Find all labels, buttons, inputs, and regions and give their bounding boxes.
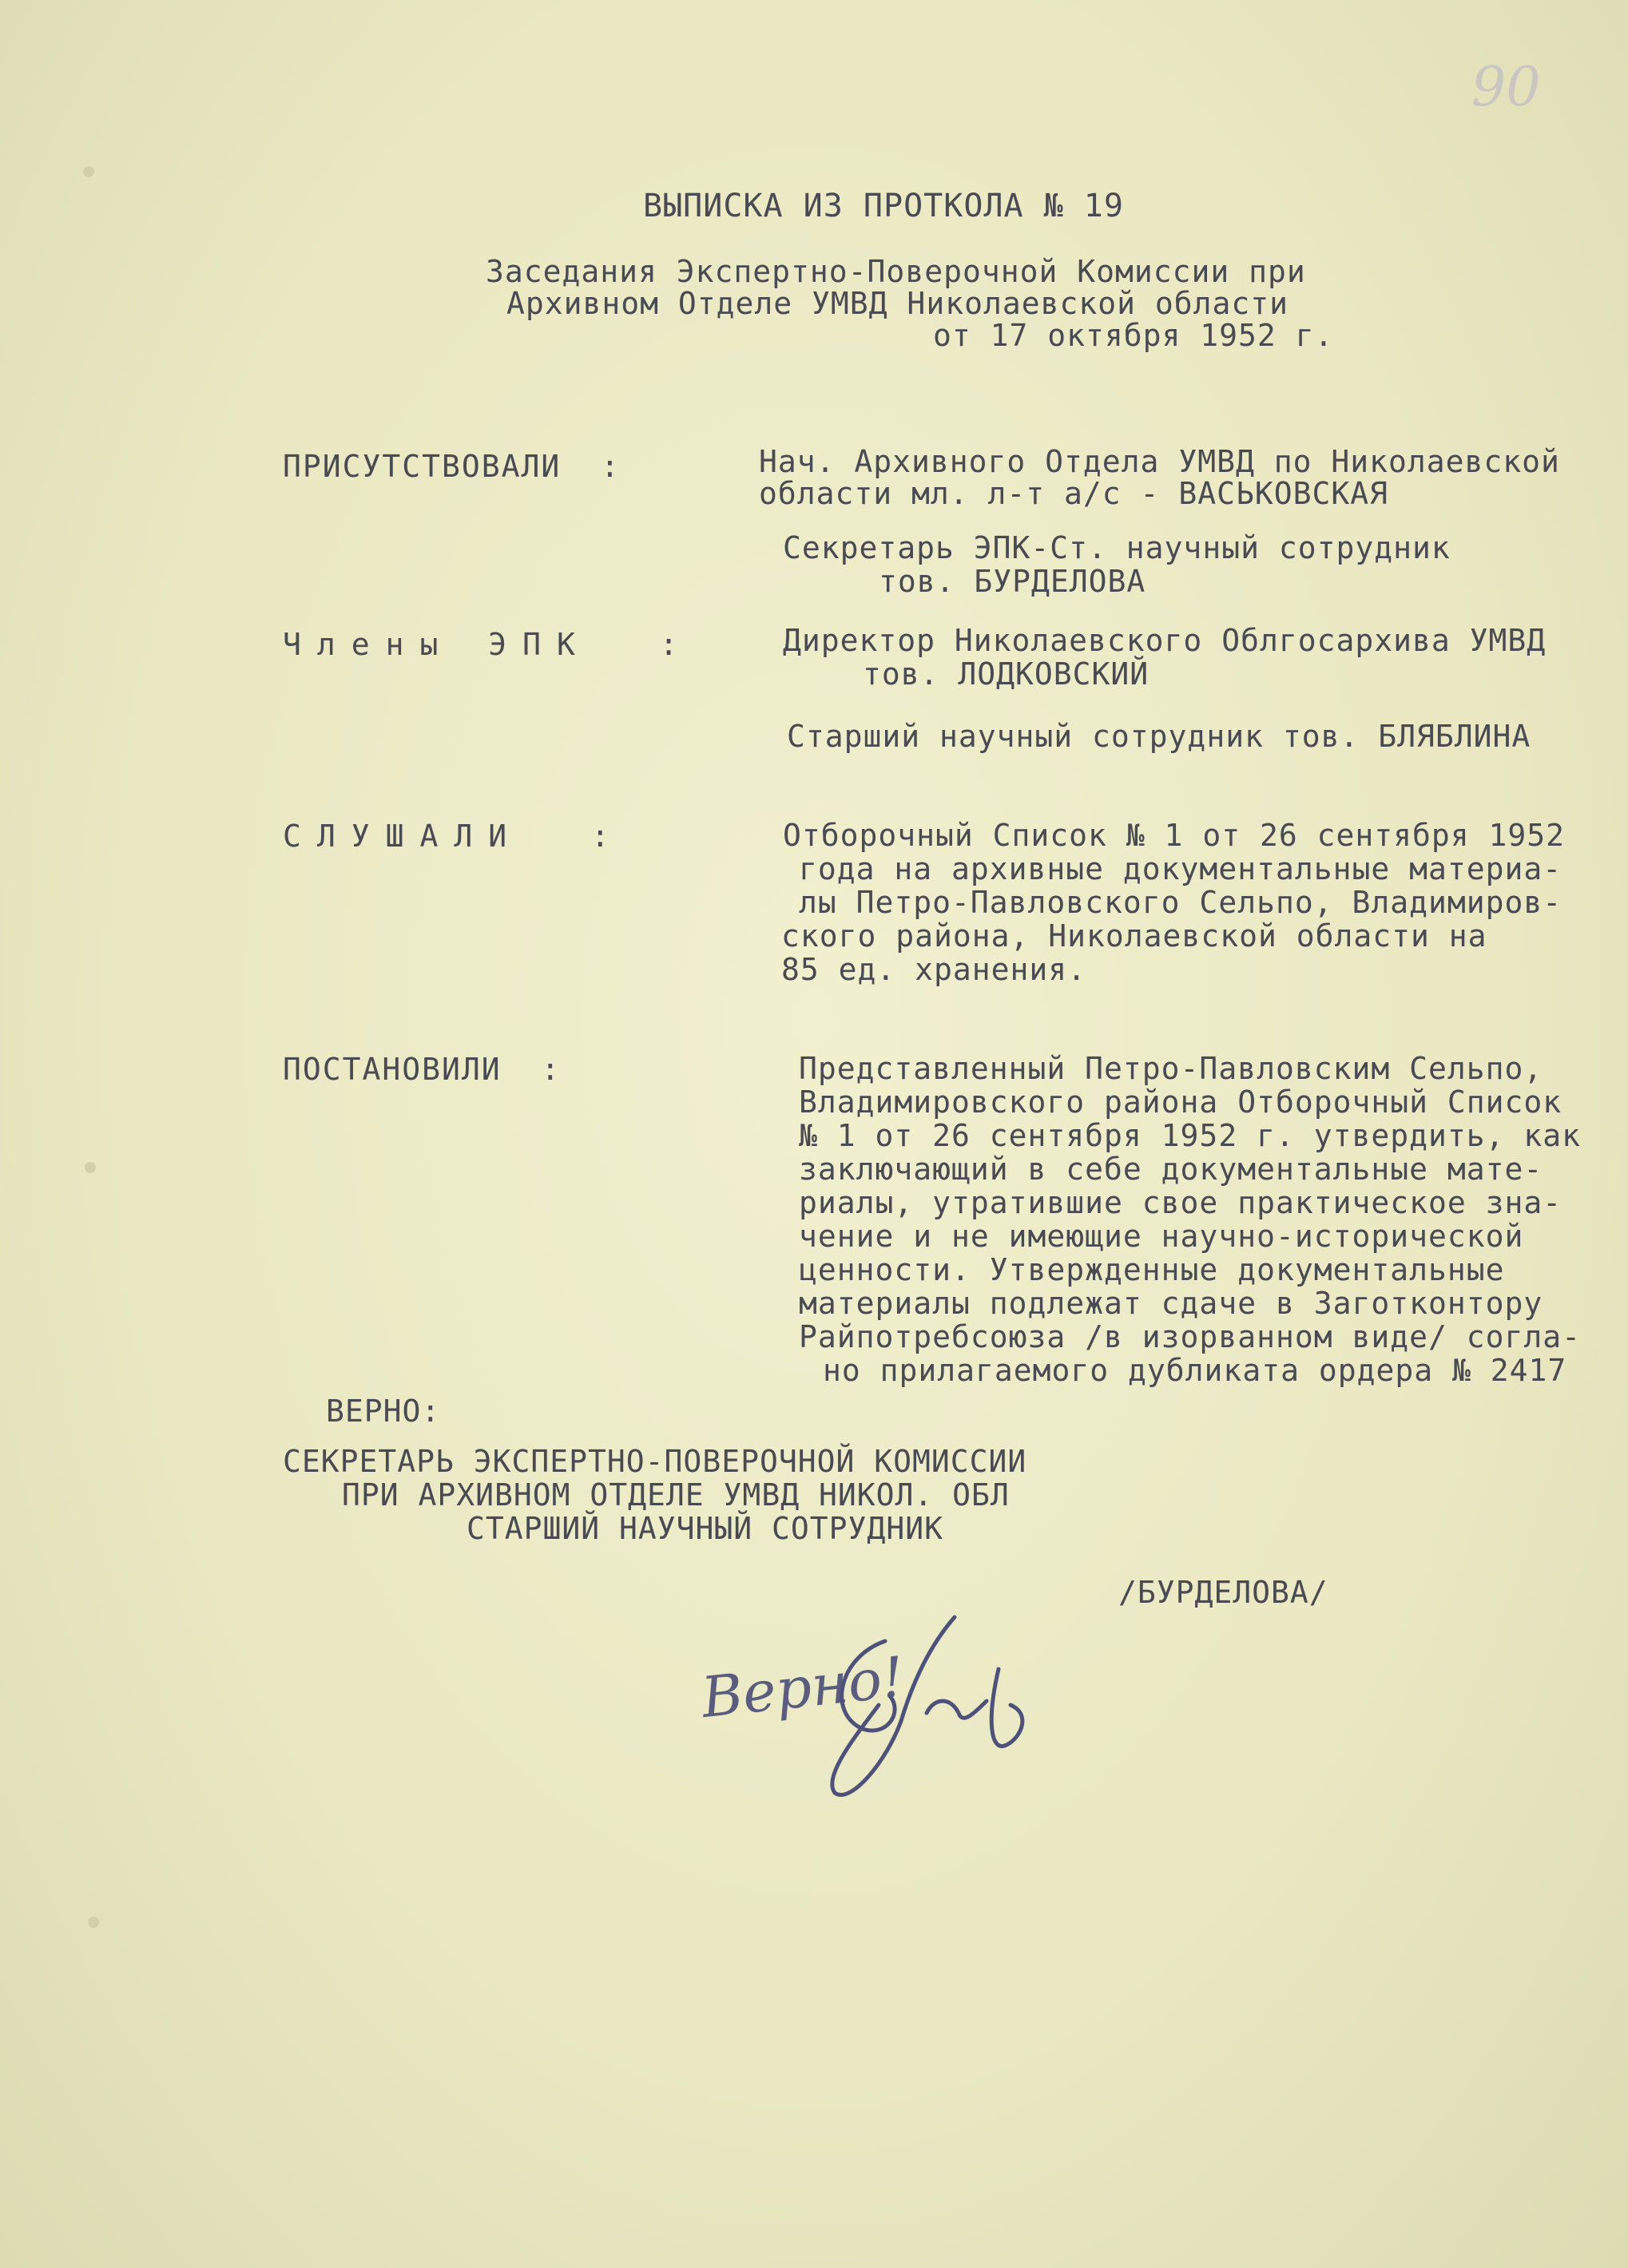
members-line: Директор Николаевского Облгосархива УМВД xyxy=(783,623,1547,658)
decided-line: Представленный Петро-Павловским Сельпо, xyxy=(799,1051,1543,1086)
decided-line: чение и не имеющие научно-исторической xyxy=(799,1219,1524,1254)
members-line: тов. ЛОДКОВСКИЙ xyxy=(863,656,1150,692)
members-label: Члены ЭПК : xyxy=(283,627,694,662)
decided-line: ценности. Утвержденные документальные xyxy=(799,1252,1505,1287)
decided-line: № 1 от 26 сентября 1952 г. утвердить, как xyxy=(799,1118,1581,1153)
heard-line: 85 ед. хранения. xyxy=(781,952,1087,987)
heard-line: Отборочный Список № 1 от 26 сентября 1952 xyxy=(783,818,1565,853)
handwritten-note: Верно! xyxy=(698,1644,907,1731)
heard-line: лы Петро-Павловского Сельпо, Владимиров- xyxy=(799,885,1562,920)
present-line: Секретарь ЭПК-Ст. научный сотрудник xyxy=(783,530,1451,565)
subtitle-line-1: Заседания Экспертно-Поверочной Комиссии при xyxy=(486,254,1306,289)
present-line: тов. БУРДЕЛОВА xyxy=(879,564,1146,599)
subtitle-line-2: Архивном Отделе УМВД Николаевской области xyxy=(506,286,1289,321)
signatory-name: /БУРДЕЛОВА/ xyxy=(1118,1575,1328,1610)
punch-hole xyxy=(83,166,94,177)
decided-line: Владимировского района Отборочный Список xyxy=(799,1084,1562,1120)
decided-label: ПОСТАНОВИЛИ : xyxy=(283,1052,562,1087)
heard-line: года на архивные документальные материа- xyxy=(799,851,1562,886)
heard-line: ского района, Николаевской области на xyxy=(781,918,1487,954)
decided-line: но прилагаемого дубликата ордера № 2417 xyxy=(823,1353,1567,1388)
verno-label: ВЕРНО: xyxy=(326,1394,441,1429)
decided-line: риалы, утратившие свое практическое зна- xyxy=(799,1185,1562,1220)
decided-line: заключающий в себе документальные мате- xyxy=(799,1152,1543,1187)
footer-line: СТАРШИЙ НАУЧНЫЙ СОТРУДНИК xyxy=(467,1511,943,1546)
document-title: ВЫПИСКА ИЗ ПРОТКОЛА № 19 xyxy=(643,188,1124,224)
signature xyxy=(687,1593,1038,1817)
footer-line: СЕКРЕТАРЬ ЭКСПЕРТНО-ПОВЕРОЧНОЙ КОМИССИИ xyxy=(283,1444,1027,1479)
heard-label: СЛУШАЛИ : xyxy=(283,819,625,854)
footer-line: ПРИ АРХИВНОМ ОТДЕЛЕ УМВД НИКОЛ. ОБЛ xyxy=(342,1477,1010,1513)
present-label: ПРИСУТСТВОВАЛИ : xyxy=(283,449,621,484)
decided-line: Райпотребсоюза /в изорванном виде/ согла- xyxy=(799,1319,1581,1354)
page-number: 90 xyxy=(1471,56,1541,119)
present-line: Нач. Архивного Отдела УМВД по Николаевской xyxy=(759,444,1560,479)
subtitle-date: от 17 октября 1952 г. xyxy=(933,318,1334,353)
decided-line: материалы подлежат сдаче в Заготконтору xyxy=(799,1286,1543,1321)
punch-hole xyxy=(88,1917,99,1928)
members-line: Старший научный сотрудник тов. БЛЯБЛИНА xyxy=(787,719,1531,754)
present-line: области мл. л-т а/с - ВАСЬКОВСКАЯ xyxy=(759,476,1388,511)
punch-hole xyxy=(85,1162,96,1173)
